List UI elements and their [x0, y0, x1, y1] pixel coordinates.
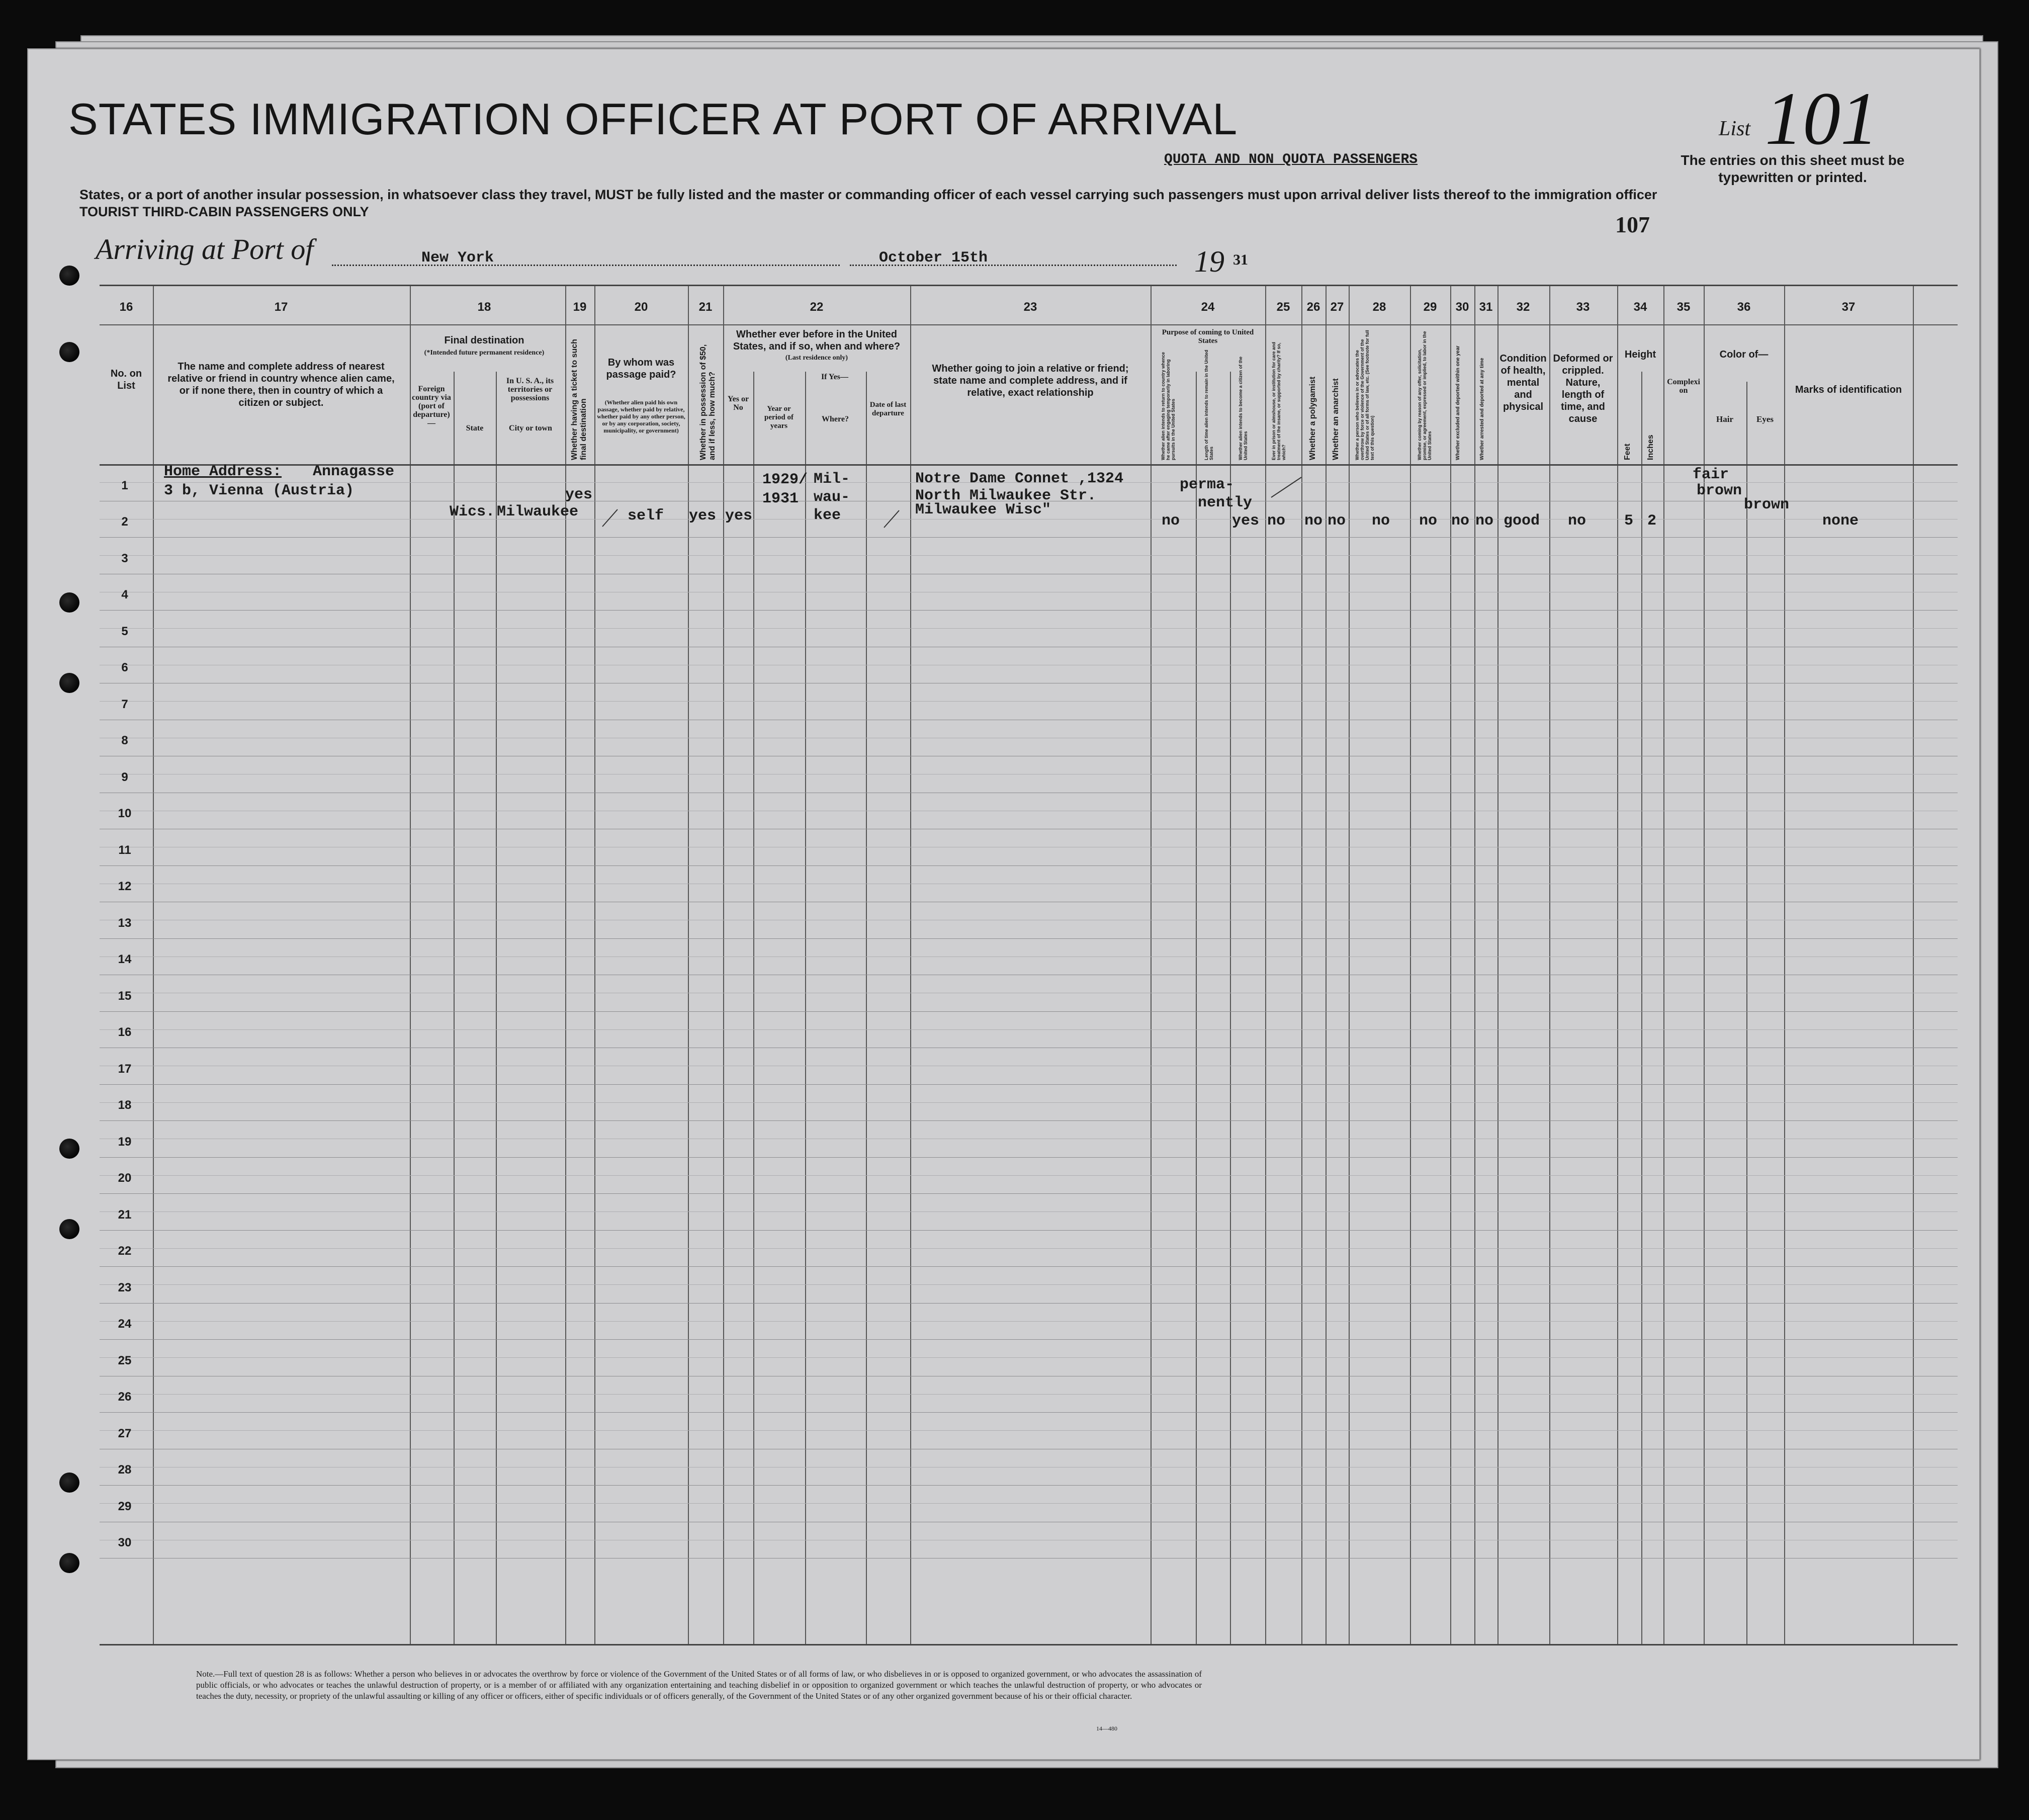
- col-divider: [1230, 372, 1231, 1644]
- row-line: [100, 1230, 1958, 1231]
- col-header-where: Where?: [822, 415, 849, 423]
- row-number: 16: [118, 1025, 132, 1039]
- year-suffix: 31: [1233, 251, 1248, 268]
- row-line: [100, 1303, 1958, 1304]
- page-title: STATES IMMIGRATION OFFICER AT PORT OF ARRIVAL: [68, 94, 1238, 144]
- col-number: 23: [1023, 300, 1037, 314]
- col-header-yesno: Yes or No: [727, 395, 749, 412]
- col-header-purpose-length: Length of time alien intends to remain in the United States: [1204, 350, 1214, 460]
- row-subline: [100, 1357, 1958, 1358]
- date-value: October 15th: [879, 249, 988, 267]
- row-line: [100, 1120, 1958, 1121]
- col-divider: [1196, 372, 1197, 1644]
- col-header-paid: By whom was passage paid?: [606, 357, 676, 380]
- dest-city: Milwaukee: [497, 503, 579, 521]
- tick-mark: [884, 510, 899, 528]
- col-header-destination: Final destination: [444, 335, 524, 346]
- port-value: New York: [421, 249, 494, 267]
- col-divider: [866, 372, 867, 1644]
- list-label: List: [1719, 117, 1751, 140]
- health-value: good: [1504, 512, 1540, 530]
- col-number: 31: [1479, 300, 1493, 314]
- row-subline: [100, 555, 1958, 556]
- col-header-money: Whether in possession of $50, and if less, how much?: [699, 344, 717, 460]
- row-number: 3: [121, 551, 128, 565]
- sheet-number: 107: [1615, 212, 1650, 237]
- polygamist-value: no: [1304, 512, 1323, 530]
- quota-stamp: QUOTA AND NON QUOTA PASSENGERS: [1164, 152, 1418, 167]
- tick-marks: [100, 286, 1958, 548]
- col-number: 18: [477, 300, 491, 314]
- col-divider: [753, 372, 754, 1644]
- row-number: 29: [118, 1499, 132, 1513]
- row-number: 28: [118, 1463, 132, 1477]
- q31-value: no: [1475, 512, 1494, 530]
- col-header-foreign: Foreign country via (port of departure)—: [412, 385, 451, 427]
- row-number: 17: [118, 1062, 132, 1076]
- home-address-label: Home Address:: [164, 463, 282, 480]
- arriving-label: Arriving at Port of: [96, 233, 314, 266]
- footnote: Note.—Full text of question 28 is as follows: Whether a person who believes in or advocates the overthrow by force or violence of the Government of the United States or of all forms of law, or who disbelieves in or is opposed to organized government, or who advocates the assassination of public officials, or who advocates or teaches the unlawful destruction of property, or is a member of or affiliated with any organization entertaining and teaching disbelief in or opposition to organized government or which teaches the unlawful destruction of property, or who advocates or teaches the duty, necessity, or propriety of the unlawful assaulting or killing of any officer or officers, either of specific individuals or of officers generally, of the Government of the United States or of any other organized government because of his or their official character.: [196, 1669, 1202, 1701]
- binder-hole: [59, 266, 79, 286]
- row-line: [100, 1266, 1958, 1267]
- row-number: 21: [118, 1207, 132, 1222]
- col-number: 35: [1677, 300, 1691, 314]
- row-subline: [100, 1211, 1958, 1212]
- binder-hole: [59, 342, 79, 362]
- form-number: 14—480: [1096, 1725, 1117, 1732]
- col-divider: [805, 372, 806, 1644]
- col-header-prison: Ever in prison or almshouse, or institution for care and treatment of the insane, or supported by charity? If so, which?: [1271, 341, 1286, 460]
- col-header-polygamist: Whether a polygamist: [1308, 376, 1317, 460]
- col-number: 33: [1576, 300, 1590, 314]
- binder-hole: [59, 673, 79, 693]
- row-number: 19: [118, 1135, 132, 1149]
- col-header-purpose-return: Whether alien intends to return to country whence he came after engaging temporarily in laboring pursuits in the United States: [1161, 352, 1176, 460]
- q29-value: no: [1419, 512, 1438, 530]
- length-value-b: nently: [1198, 494, 1253, 511]
- row-number: 15: [118, 989, 132, 1003]
- port-line: [332, 265, 840, 266]
- row-number: 8: [121, 734, 128, 747]
- row-line: [100, 610, 1958, 611]
- col-header-period: Year or period of years: [764, 405, 793, 430]
- complexion-value: fair: [1693, 466, 1729, 483]
- period-value: 1929/ 1931: [762, 471, 808, 507]
- row-number: 9: [121, 770, 128, 784]
- col-header-color: Color of—: [1719, 349, 1769, 360]
- col-header-q28: Whether a person who believes in or advocates the overthrow by force or violence of the Government of the United States or of all forms of law, etc. (See footnote for full text of this question): [1355, 330, 1375, 460]
- col-number: 37: [1841, 300, 1856, 314]
- intro-text: [79, 186, 1657, 220]
- col-divider: [496, 372, 497, 1644]
- col-header-relative: The name and complete address of nearest relative or friend in country whence alien came, or if none there, then in country of which a citizen or subject.: [167, 361, 395, 408]
- col-number: 21: [698, 300, 713, 314]
- home-address-line1: Annagasse: [313, 463, 395, 480]
- col-number: 34: [1633, 300, 1647, 314]
- col-header-excluded: Whether excluded and deported within one year: [1455, 345, 1461, 460]
- col-number: 19: [573, 300, 587, 314]
- join-line3: Milwaukee Wisc": [915, 501, 1051, 518]
- anarchist-value: no: [1328, 512, 1346, 530]
- row-number: 4: [121, 588, 128, 601]
- binder-hole: [59, 1472, 79, 1493]
- col-number: 25: [1276, 300, 1290, 314]
- col-number: 26: [1306, 300, 1320, 314]
- col-header-purpose-citizen: Whether alien intends to become a citizen of the United States: [1238, 356, 1248, 460]
- col-number: 24: [1201, 300, 1215, 314]
- row-number: 23: [118, 1280, 132, 1294]
- row-number: 25: [118, 1353, 132, 1367]
- row-number: 30: [118, 1536, 132, 1549]
- class-line: TOURIST THIRD-CABIN PASSENGERS ONLY: [79, 204, 369, 219]
- col-header-height: Height: [1624, 349, 1656, 360]
- col-header-anarchist: Whether an anarchist: [1332, 378, 1340, 460]
- binder-hole: [59, 1139, 79, 1159]
- col-divider: [1746, 382, 1747, 1644]
- return-value: no: [1162, 512, 1180, 530]
- row-number: 13: [118, 916, 132, 930]
- col-header-usa: In U. S. A., its territories or possessions: [506, 377, 554, 402]
- citizen-value: yes: [1232, 512, 1260, 530]
- col-header-health: Condition of health, mental and physical: [1499, 353, 1547, 412]
- list-number: 101: [1765, 77, 1878, 160]
- col-number: 32: [1516, 300, 1530, 314]
- col-header-ifyes: If Yes—: [821, 373, 849, 381]
- row-line: [100, 1157, 1958, 1158]
- feet-value: 5: [1624, 512, 1634, 530]
- row-line: [100, 1339, 1958, 1340]
- row-number: 1: [121, 478, 128, 492]
- binder-hole: [59, 1553, 79, 1573]
- col-number: 22: [810, 300, 824, 314]
- row-number: 24: [118, 1317, 132, 1331]
- hair-value: brown: [1697, 482, 1742, 499]
- col-number: 27: [1330, 300, 1344, 314]
- col-header-feet: Feet: [1623, 444, 1632, 460]
- row-number: 18: [118, 1098, 132, 1112]
- row-subline: [100, 1284, 1958, 1285]
- row-line: [100, 1011, 1958, 1012]
- col-number: 20: [634, 300, 648, 314]
- col-number: 16: [119, 300, 133, 314]
- row-subline: [100, 1430, 1958, 1431]
- row-line: [100, 1485, 1958, 1486]
- before-value: yes: [725, 507, 753, 525]
- col-number: 28: [1372, 300, 1386, 314]
- where-value: Mil- wau- kee: [814, 471, 850, 524]
- q30-value: no: [1451, 512, 1470, 530]
- marks-value: none: [1822, 512, 1859, 530]
- year-prefix: 19: [1194, 245, 1224, 278]
- col-divider: [454, 372, 455, 1644]
- col-number: 29: [1423, 300, 1437, 314]
- col-header-destination-note: (*Intended future permanent residence): [424, 349, 545, 357]
- row-line: [100, 1193, 1958, 1194]
- row-subline: [100, 1503, 1958, 1504]
- col-number: 36: [1737, 300, 1751, 314]
- col-header-state: State: [466, 424, 484, 432]
- row-number: 7: [121, 697, 128, 711]
- col-header-no: No. on List: [110, 368, 142, 391]
- col-header-hair: Hair: [1716, 414, 1733, 424]
- row-subline: [100, 1394, 1958, 1395]
- intro-line: States, or a port of another insular possession, in whatsoever class they travel, MUST be fully listed and the master or commanding officer of each vessel carrying such passengers must upon arrival deliver lists thereof to the immigration officer: [79, 187, 1657, 202]
- row-number: 2: [121, 515, 128, 529]
- col-number: 17: [274, 300, 288, 314]
- col-header-departure: Date of last departure: [869, 401, 907, 417]
- row-number: 27: [118, 1426, 132, 1440]
- col-header-before: Whether ever before in the United States, and if so, when and where?: [733, 329, 901, 352]
- col-header-before-note: (Last residence only): [785, 354, 848, 362]
- prison-value: no: [1267, 512, 1286, 530]
- binder-hole: [59, 592, 79, 613]
- row-subline: [100, 1248, 1958, 1249]
- row-subline: [100, 701, 1958, 702]
- col-header-arrested: Whether arrested and deported at any time: [1479, 358, 1485, 460]
- join-line2: North Milwaukee Str.: [915, 487, 1097, 504]
- q28-value: no: [1372, 512, 1390, 530]
- ticket-value: yes: [565, 486, 593, 503]
- tick-mark: [602, 509, 617, 527]
- row-number: 26: [118, 1390, 132, 1404]
- row-line: [100, 1084, 1958, 1085]
- row-subline: [100, 628, 1958, 629]
- col-header-ticket: Whether having a ticket to such final destination: [570, 339, 588, 460]
- deformed-value: no: [1568, 512, 1586, 530]
- row-number: 20: [118, 1171, 132, 1185]
- row-number: 11: [118, 843, 131, 857]
- entries-note: The entries on this sheet must be typewritten or printed.: [1681, 152, 1905, 185]
- money-value: yes: [689, 507, 717, 525]
- col-header-labor: Whether coming by reason of any offer, solicitation, promise, or agreement, expressed or implied, to labor in the United States: [1417, 331, 1432, 460]
- row-line: [100, 1412, 1958, 1413]
- col-header-join: Whether going to join a relative or friend; state name and complete address, and if relative, exact relationship: [932, 363, 1129, 398]
- col-number: 30: [1455, 300, 1469, 314]
- col-header-complexion: Complexion: [1667, 378, 1700, 395]
- col-header-paid-note: (Whether alien paid his own passage, whether paid by relative, whether paid by any other person, or by any corporation, society, municipality, or government): [597, 399, 685, 434]
- paid-by-value: self: [628, 507, 664, 525]
- row-number: 6: [121, 661, 128, 674]
- row-number: 14: [118, 952, 132, 966]
- row-subline: [100, 1175, 1958, 1176]
- join-line1: Notre Dame Connet ,1324: [915, 470, 1124, 487]
- home-address-line2: 3 b, Vienna (Austria): [164, 482, 355, 499]
- eyes-value: brown: [1744, 496, 1790, 513]
- length-value-a: perma-: [1180, 476, 1234, 493]
- col-header-purpose: Purpose of coming to United States: [1162, 328, 1254, 345]
- col-header-inches: Inches: [1646, 435, 1655, 460]
- row-number: 12: [118, 880, 132, 893]
- dest-state: Wics.: [450, 503, 495, 521]
- row-line: [100, 865, 1958, 866]
- binder-hole: [59, 1219, 79, 1239]
- row-number: 10: [118, 807, 132, 820]
- col-header-marks: Marks of identification: [1795, 384, 1902, 395]
- row-subline: [100, 1102, 1958, 1103]
- col-header-city: City or town: [509, 424, 552, 432]
- manifest-table: [100, 285, 1958, 1645]
- inches-value: 2: [1647, 512, 1657, 530]
- col-header-deformed: Deformed or crippled. Nature, length of time, and cause: [1553, 353, 1613, 424]
- row-subline: [100, 1321, 1958, 1322]
- row-subline: [100, 1029, 1958, 1030]
- row-number: 5: [121, 624, 128, 638]
- tick-mark: [1271, 477, 1301, 497]
- col-divider: [1641, 372, 1642, 1644]
- row-line: [100, 938, 1958, 939]
- col-header-eyes: Eyes: [1756, 414, 1774, 424]
- row-number: 22: [118, 1244, 132, 1258]
